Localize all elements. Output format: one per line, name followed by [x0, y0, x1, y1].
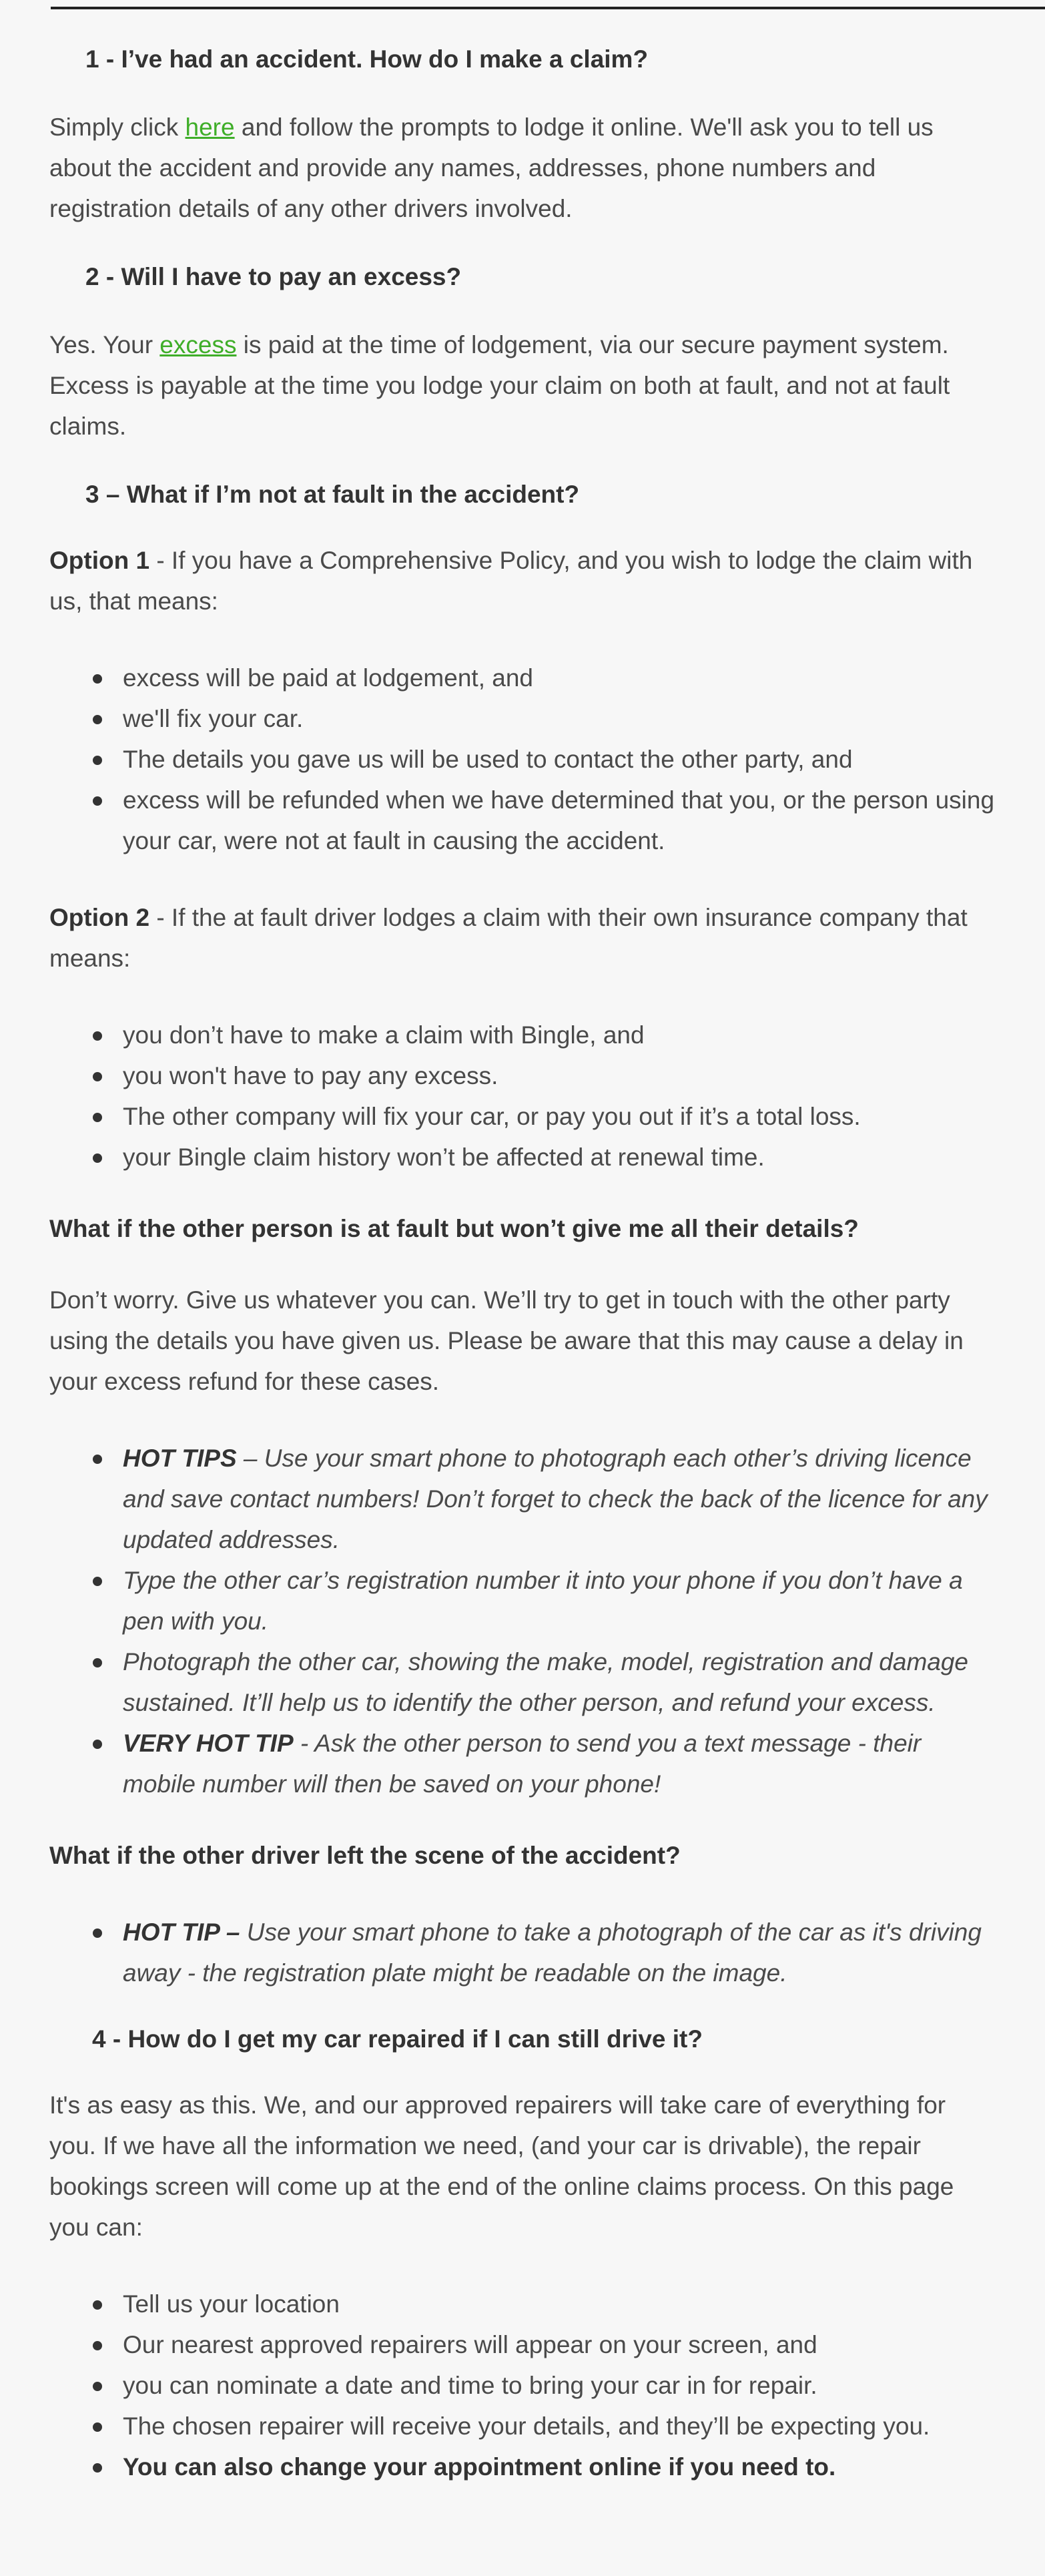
- very-hot-tip-label: VERY HOT TIP: [123, 1730, 294, 1757]
- faq-q1-heading: 1 - I’ve had an accident. How do I make a claim?: [85, 45, 649, 73]
- option1-label: Option 1: [49, 547, 150, 574]
- tip-item: Photograph the other car, showing the make, model, registration and damage sustained. It’ll help us to identify the other person, and refund your excess.: [123, 1641, 997, 1723]
- list-item: you won't have to pay any excess.: [123, 1055, 997, 1096]
- list-item: excess will be refunded when we have determined that you, or the person using your car, were not at fault in causing the accident.: [123, 780, 997, 861]
- tip-item: [123, 1723, 997, 1804]
- list-item: Tell us your location: [123, 2284, 997, 2324]
- change-appointment-item: You can also change your appointment online if you need to.: [123, 2446, 997, 2487]
- excess-link[interactable]: excess: [159, 331, 237, 358]
- option1-list: [49, 658, 997, 861]
- faq-q2-heading: 2 - Will I have to pay an excess?: [85, 263, 462, 290]
- tip-text: - Ask the other person to send you a text message - their mobile number will then be saved on your phone!: [123, 1730, 922, 1798]
- tips-list: [49, 1438, 997, 1804]
- faq-content: [49, 39, 997, 2487]
- hot-tips-label: HOT TIPS: [123, 1445, 237, 1472]
- faq-q4-answer: It's as easy as this. We, and our approved repairers will take care of everything for you. If we have all the information we need, (and your car is drivable), the repair bookings screen will come up at the end of the online claims process. On this page you can:: [49, 2091, 954, 2241]
- q1-text-pre: Simply click: [49, 113, 186, 141]
- q1-text-post: and follow the prompts to lodge it online. We'll ask you to tell us about the accident and provide any names, addresses, phone numbers and registration details of any other drivers involved.: [49, 113, 934, 222]
- list-item: you can nominate a date and time to bring your car in for repair.: [123, 2365, 997, 2406]
- faq-q4-heading: 4 - How do I get my car repaired if I can still drive it?: [92, 2025, 703, 2053]
- tip-item: [123, 1438, 997, 1560]
- left-scene-heading: What if the other driver left the scene of the accident?: [49, 1842, 681, 1869]
- tip-item: Type the other car’s registration number it into your phone if you don’t have a pen with you.: [123, 1560, 997, 1641]
- details-paragraph: Don’t worry. Give us whatever you can. We’ll try to get in touch with the other party using the details you have given us. Please be aware that this may cause a delay in your excess refund for these cases.: [49, 1286, 964, 1395]
- option2-paragraph: [49, 897, 997, 979]
- left-scene-tips: [49, 1912, 997, 1993]
- list-item: The chosen repairer will receive your details, and they’ll be expecting you.: [123, 2406, 997, 2446]
- option2-label: Option 2: [49, 904, 150, 931]
- list-item: we'll fix your car.: [123, 698, 997, 739]
- hot-tip-label: HOT TIP –: [123, 1918, 240, 1946]
- list-item: your Bingle claim history won’t be affected at renewal time.: [123, 1137, 997, 1178]
- option1-paragraph: [49, 540, 997, 621]
- repair-steps-list: [49, 2284, 997, 2487]
- option2-text: - If the at fault driver lodges a claim with their own insurance company that means:: [49, 904, 968, 972]
- option2-list: [49, 1015, 997, 1178]
- list-item: Our nearest approved repairers will appear on your screen, and: [123, 2324, 997, 2365]
- faq-q2-answer: [49, 324, 997, 447]
- tip-text: Use your smart phone to take a photograph of the car as it's driving away - the registration plate might be readable on the image.: [123, 1918, 982, 1987]
- tip-text: – Use your smart phone to photograph each other’s driving licence and save contact numbers! Don’t forget to check the back of the licence for any updated addresses.: [123, 1445, 988, 1553]
- faq-q1-answer: [49, 107, 997, 229]
- list-item: excess will be paid at lodgement, and: [123, 658, 997, 698]
- faq-q3-heading: 3 – What if I’m not at fault in the accident?: [85, 481, 580, 508]
- tip-item: [123, 1912, 997, 1993]
- claim-here-link[interactable]: here: [185, 113, 235, 141]
- top-divider: [51, 7, 1045, 9]
- list-item: The other company will fix your car, or pay you out if it’s a total loss.: [123, 1096, 997, 1137]
- q2-text-pre: Yes. Your: [49, 331, 160, 358]
- list-item: The details you gave us will be used to contact the other party, and: [123, 739, 997, 780]
- details-heading: What if the other person is at fault but won’t give me all their details?: [49, 1215, 859, 1242]
- q2-text-post: is paid at the time of lodgement, via our secure payment system. Excess is payable at the time you lodge your claim on both at fault, and not at fault claims.: [49, 331, 950, 440]
- option1-text: - If you have a Comprehensive Policy, and you wish to lodge the claim with us, that means:: [49, 547, 973, 615]
- list-item: you don’t have to make a claim with Bingle, and: [123, 1015, 997, 1055]
